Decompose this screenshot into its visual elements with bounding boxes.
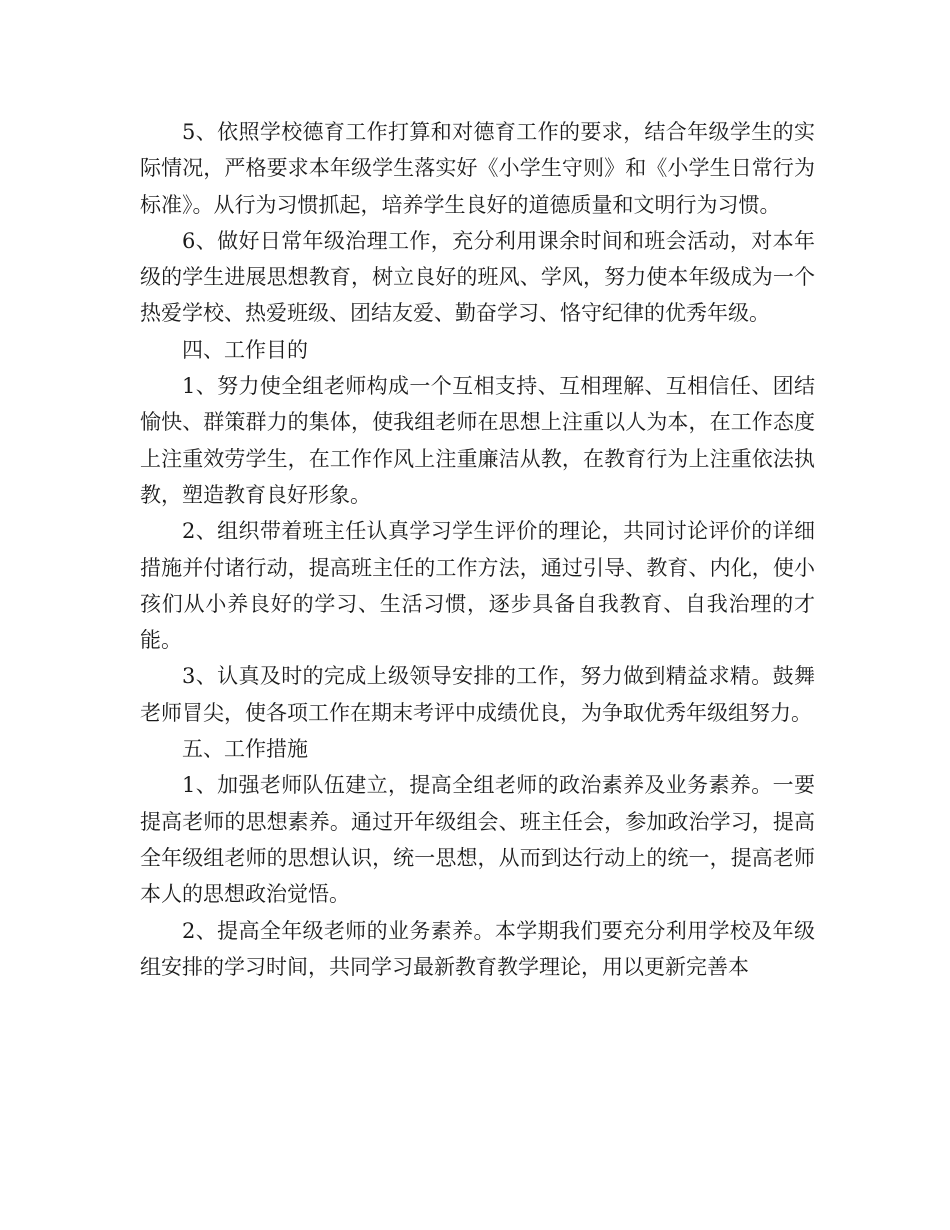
paragraph-goal-2-evaluation: 2、组织带着班主任认真学习学生评价的理论，共同讨论评价的详细措施并付诸行动，提高班主任的工作方法，通过引导、教育、内化，使小孩们从小养良好的学习、生活习惯，逐步具备自我教育、自我治理的才能。 xyxy=(140,519,815,653)
paragraph-item-6-grade-management: 6、做好日常年级治理工作，充分利用课余时间和班会活动，对本年级的学生进展思想教育，树立良好的班风、学风，努力使本年级成为一个热爱学校、热爱班级、团结友爱、勤奋学习、恪守纪律的优秀年级。 xyxy=(140,228,815,326)
paragraph-goal-1-team: 1、努力使全组老师构成一个互相支持、互相理解、互相信任、团结愉快、群策群力的集体，使我组老师在思想上注重以人为本，在工作态度上注重效劳学生，在工作作风上注重廉洁从教，在教育行为上注重依法执教，塑造教育良好形象。 xyxy=(140,374,815,507)
paragraph-measure-2-professional: 2、提高全年级老师的业务素养。本学期我们要充分利用学校及年级组安排的学习时间，共同学习最新教育教学理论，用以更新完善本 xyxy=(140,918,815,979)
paragraph-item-5-moral-education: 5、依照学校德育工作打算和对德育工作的要求，结合年级学生的实际情况，严格要求本年级学生落实好《小学生守则》和《小学生日常行为标准》。从行为习惯抓起，培养学生良好的道德质量和文明行为习惯。 xyxy=(140,120,815,217)
paragraph-goal-3-tasks: 3、认真及时的完成上级领导安排的工作，努力做到精益求精。鼓舞老师冒尖，使各项工作在期末考评中成绩优良，为争取优秀年级组努力。 xyxy=(140,664,815,725)
paragraph-measure-1-teacher-team: 1、加强老师队伍建立，提高全组老师的政治素养及业务素养。一要提高老师的思想素养。通过开年级组会、班主任会，参加政治学习，提高全年级组老师的思想认识，统一思想，从而到达行动上的统一，提高老师本人的思想政治觉悟。 xyxy=(140,773,815,907)
section-heading-work-goals: 四、工作目的 xyxy=(182,337,308,362)
section-heading-work-measures: 五、工作措施 xyxy=(182,737,308,762)
document-body xyxy=(140,114,815,985)
